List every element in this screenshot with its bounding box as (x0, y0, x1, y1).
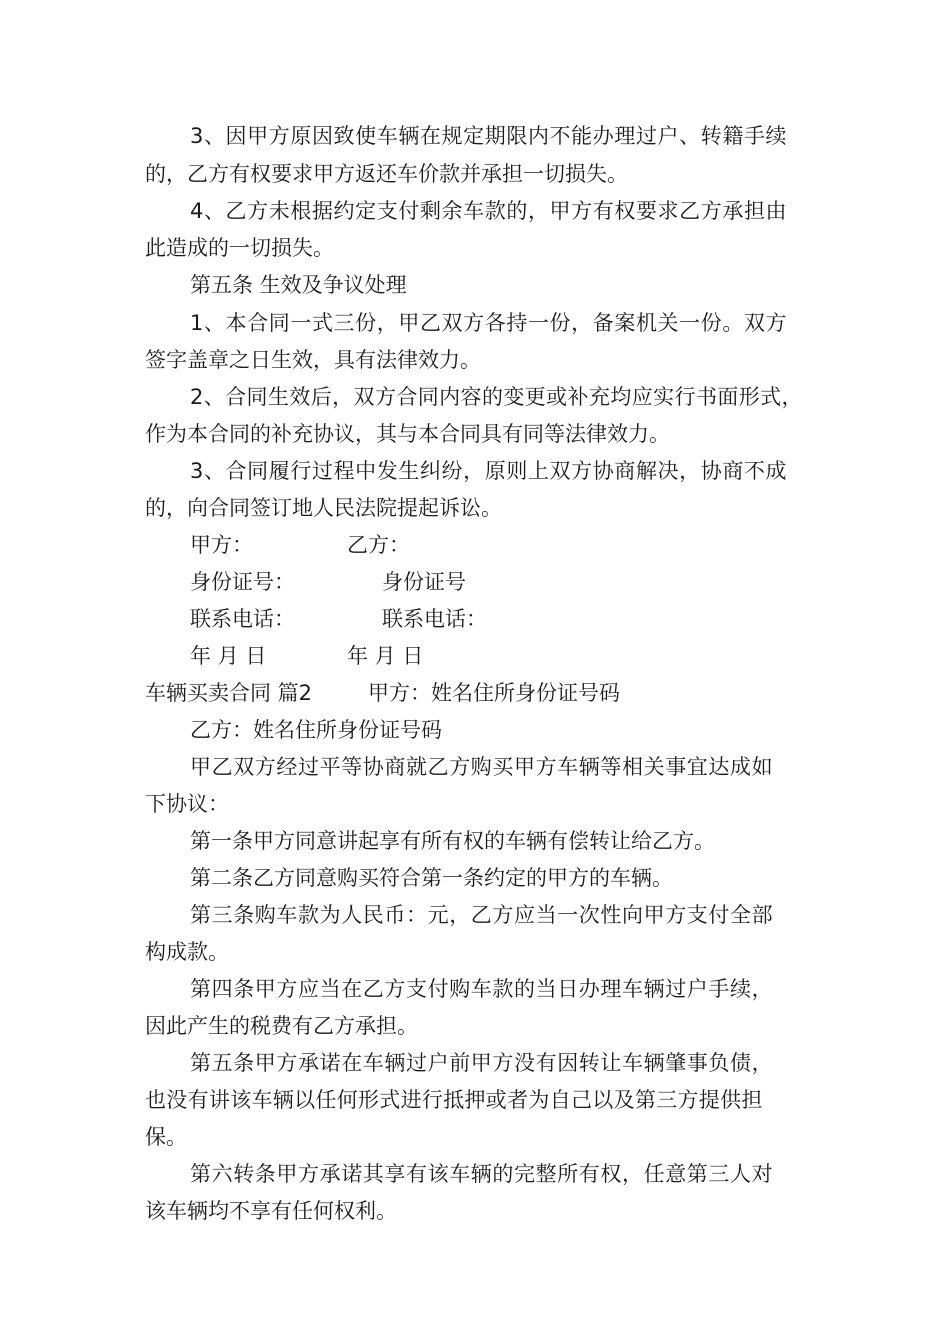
party-a-label: 甲方： (190, 533, 253, 557)
clause-3-line-1: 3、因甲方原因致使车辆在规定期限内不能办理过户、转籍手续 (190, 124, 788, 148)
intro-line-1: 甲乙双方经过平等协商就乙方购买甲方车辆等相关事宜达成如 (190, 755, 774, 779)
party-b-id-label: 身份证号 (382, 570, 466, 594)
clause-3-line-2: 的，乙方有权要求甲方返还车价款并承担一切损失。 (145, 162, 628, 186)
article-2: 第二条乙方同意购买符合第一条约定的甲方的车辆。 (190, 866, 673, 890)
party-a-phone-label: 联系电话： (190, 607, 295, 631)
contract-2-party-a: 甲方：姓名住所身份证号码 (368, 681, 620, 705)
article-5-line-3: 保。 (145, 1125, 187, 1149)
article-4-line-2: 因此产生的税费有乙方承担。 (145, 1014, 418, 1038)
article-5-title: 第五条 生效及争议处理 (190, 273, 407, 297)
article-6-line-2: 该车辆均不享有任何权利。 (145, 1199, 397, 1223)
contract-2-party-b: 乙方：姓名住所身份证号码 (190, 718, 442, 742)
party-b-phone-label: 联系电话： (382, 607, 487, 631)
article-4-line-1: 第四条甲方应当在乙方支付购车款的当日办理车辆过户手续， (190, 977, 774, 1001)
party-b-label: 乙方： (347, 533, 410, 557)
article-5-item-2-line-2: 作为本合同的补充协议，其与本合同具有同等法律效力。 (145, 422, 670, 446)
article-3-line-1: 第三条购车款为人民币：元，乙方应当一次性向甲方支付全部 (190, 903, 774, 927)
article-5-item-1-line-2: 签字盖章之日生效，具有法律效力。 (145, 348, 481, 372)
article-5-line-2: 也没有讲该车辆以任何形式进行抵押或者为自己以及第三方提供担 (145, 1088, 763, 1112)
article-5-line-1: 第五条甲方承诺在车辆过户前甲方没有因转让车辆肇事负债， (190, 1051, 774, 1075)
article-1: 第一条甲方同意讲起享有所有权的车辆有偿转让给乙方。 (190, 829, 715, 853)
party-a-id-label: 身份证号： (190, 570, 295, 594)
article-5-item-3-line-1: 3、合同履行过程中发生纠纷，原则上双方协商解决，协商不成 (190, 459, 788, 483)
clause-4-line-1: 4、乙方未根据约定支付剩余车款的，甲方有权要求乙方承担由 (190, 199, 788, 223)
article-5-item-2-line-1: 2、合同生效后，双方合同内容的变更或补充均应实行书面形式， (190, 385, 803, 409)
intro-line-2: 下协议： (145, 792, 229, 816)
article-5-item-1-line-1: 1、本合同一式三份，甲乙双方各持一份，备案机关一份。双方 (190, 311, 788, 335)
clause-4-line-2: 此造成的一切损失。 (145, 236, 334, 260)
party-a-date: 年 月 日 (190, 644, 267, 668)
article-6-line-1: 第六转条甲方承诺其享有该车辆的完整所有权，任意第三人对 (190, 1162, 774, 1186)
article-3-line-2: 构成款。 (145, 940, 229, 964)
party-b-date: 年 月 日 (347, 644, 424, 668)
article-5-item-3-line-2: 的，向合同签订地人民法院提起诉讼。 (145, 496, 502, 520)
contract-2-heading: 车辆买卖合同 篇2 (145, 681, 313, 705)
